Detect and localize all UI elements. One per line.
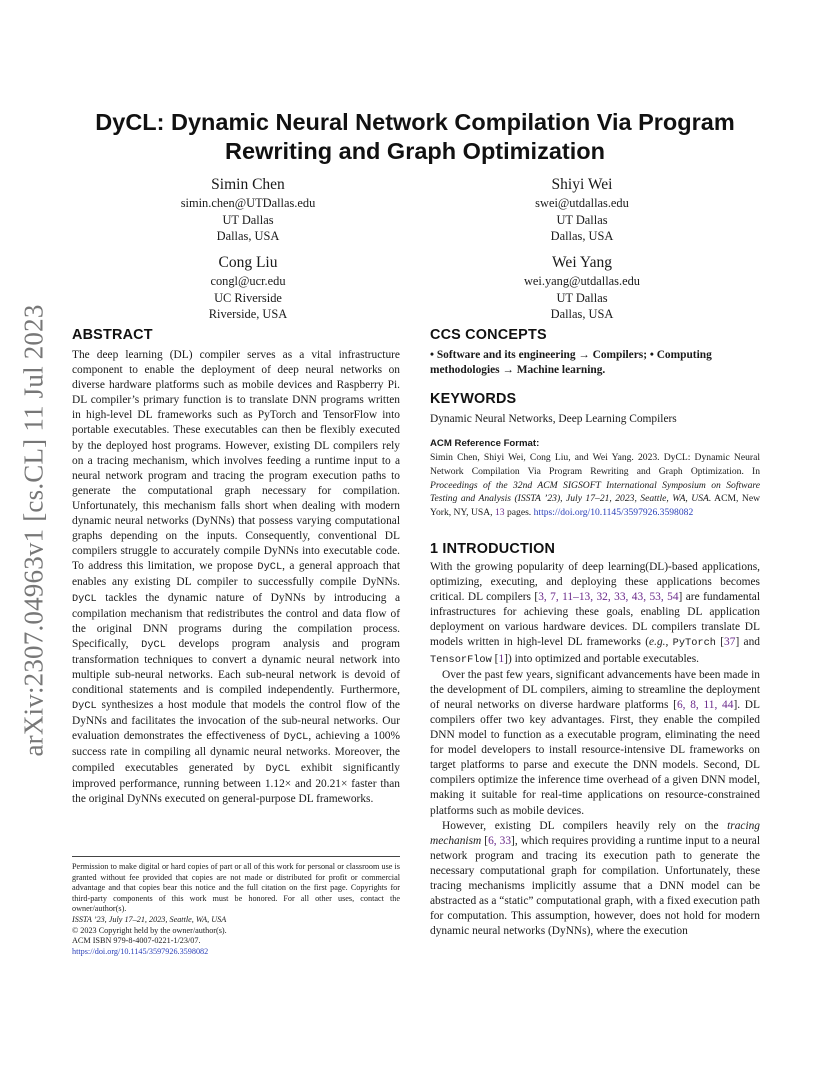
acm-ref-heading: ACM Reference Format: <box>430 438 540 449</box>
citation-link[interactable]: 6, 33 <box>488 834 512 847</box>
author-block-1: Simin Chen simin.chen@UTDallas.edu UT Dallas Dallas, USA <box>148 175 348 245</box>
citation-link[interactable]: 6, 8, 11, 44 <box>676 698 734 711</box>
permission-footnote: Permission to make digital or hard copies of part or all of this work for personal or classroom use is granted without fee provided that copies are not made or distributed for profit or commercial advantage and that copies bear this notice and the full citation on the first page. Copyrights for third-party components of this work must be honored. For all other uses, contact the owner/author(s). ISSTA ’23, July 17–21, 2023, Seattle, WA, USA © 2023 Copyright held by the owner/author(s). ACM ISBN 979-8-4007-0221-1/23/07. https://doi.org/10.1145/3597926.3598082 <box>72 862 400 956</box>
arxiv-side-stamp: arXiv:2307.04963v1 [cs.CL] 11 Jul 2023 <box>18 303 49 757</box>
keywords-text: Dynamic Neural Networks, Deep Learning Compilers <box>430 413 677 425</box>
author-email[interactable]: swei@utdallas.edu <box>535 196 629 210</box>
citation-link[interactable]: 3, 7, 11–13, 32, 33, 43, 53, 54 <box>538 591 679 604</box>
ccs-concepts: • Software and its engineering → Compilers; • Computing methodologies → Machine learning. <box>430 349 712 377</box>
author-block-4: Wei Yang wei.yang@utdallas.edu UT Dallas Dallas, USA <box>482 253 682 323</box>
footnote-rule <box>72 856 400 857</box>
author-block-2: Shiyi Wei swei@utdallas.edu UT Dallas Dallas, USA <box>482 175 682 245</box>
citation-link[interactable]: 1 <box>498 652 505 665</box>
acm-ref-text: Simin Chen, Shiyi Wei, Cong Liu, and Wei Yang. 2023. DyCL: Dynamic Neural Network Compilation Via Program Rewriting and Graph Optimization. In Proceedings of the 32nd ACM SIGSOFT International Symposium on Software Testing and Analysis (ISSTA ’23), July 17–21, 2023, Seattle, WA, USA. ACM, New York, NY, USA, 13 pages. https://doi.org/10.1145/3597926.3598082 <box>430 452 761 519</box>
intro-heading: 1 INTRODUCTION <box>430 541 556 557</box>
author-email[interactable]: wei.yang@utdallas.edu <box>523 274 640 288</box>
author-block-3: Cong Liu congl@ucr.edu UC Riverside Riverside, USA <box>148 253 348 323</box>
intro-body: With the growing popularity of deep learning(DL)-based applications, optimizing, executing, and deploying these applications becomes critical. DL compilers [3, 7, 11–13, 32, 33, 43, 53, 54] are fundamental infrastructures for achieving these goals, enabling DL application deployment on various hardware devices. DL compilers translate DL models written in high-level DL frameworks (e.g., PyTorch [37] and TensorFlow [1]) into optimized and portable executables. Over the past few years, significant advancements have been made in the development of DL compilers, aiming to streamline the deployment of neural networks on diverse hardware platforms [6, 8, 11, 44]. DL compilers offer two key advantages. First, they enable the compiled DNN model to function as a executable program, eliminating the need for model developers to install resource-intensive DL frameworks on target platforms to parse and execute the DNN models. Second, DL compilers optimize the inference time overhead of a given DNN model, making it suitable for real-time applications on resource-constrained platforms such as mobile devices. However, existing DL compilers heavily rely on the tracing mechanism [6, 33], which requires providing a runtime input to a neural network program and tracing its execution path to generate the necessary computational graph for compilation. Unfortunately, these tracing mechanisms implicitly assume that a DNN model can be abstracted as a “static” computational graph, with a fixed execution path for computation. This assumption, however, does not hold for modern dynamic neural networks (DyNNs), where the execution <box>430 561 761 938</box>
paper-title: DyCL: Dynamic Neural Network Compilation Via Program Rewriting and Graph Optimization <box>95 109 735 164</box>
author-email[interactable]: congl@ucr.edu <box>210 274 286 288</box>
abstract-heading: ABSTRACT <box>72 327 153 343</box>
author-email[interactable]: simin.chen@UTDallas.edu <box>180 196 316 210</box>
citation-link[interactable]: 37 <box>724 636 736 649</box>
keywords-heading: KEYWORDS <box>430 391 517 407</box>
ccs-heading: CCS CONCEPTS <box>430 327 547 343</box>
footnote-doi-link[interactable]: https://doi.org/10.1145/3597926.3598082 <box>72 946 209 956</box>
acm-ref-doi-link[interactable]: https://doi.org/10.1145/3597926.3598082 <box>533 507 694 519</box>
pages-link[interactable]: 13 <box>494 507 505 519</box>
abstract-body: The deep learning (DL) compiler serves as a vital infrastructure component to enable the deployment of deep neural networks on diverse hardware platforms such as mobile devices and Raspberry Pi. DL compiler’s primary function is to translate DNN programs written in high-level DL frameworks such as PyTorch and TensorFlow into portable executables. These executables can then be flexibly executed by the deployed host programs. However, existing DL compilers rely on a tracing mechanism, which involves feeding a runtime input to a neural network program and tracing the program execution paths to generate the computational graph necessary for compilation. Unfortunately, this mechanism falls short when dealing with modern dynamic neural networks (DyNNs) that possess varying computational graphs depending on the inputs. Consequently, conventional DL compilers struggle to accurately compile DyNNs into executable code. To address this limitation, we propose DyCL, a general approach that enables any existing DL compiler to successfully compile DyNNs. DyCL tackles the dynamic nature of DyNNs by introducing a compilation mechanism that redistributes the control and data flow of the original DNN programs during the compilation process. Specifically, DyCL develops program analysis and program transformation techniques to convert a dynamic neural network into multiple sub-neural networks. Each sub-neural network is devoid of conditional statements and is compiled independently. Furthermore, DyCL synthesizes a host module that models the control flow of the DyNNs and facilitates the invocation of the sub-neural networks. Our evaluation demonstrates the effectiveness of DyCL, achieving a 100% success rate in compiling all dynamic neural networks. Moreover, the compiled executables generated by DyCL exhibit significantly improved performance, running between 1.12× and 20.21× faster than the original DyNNs executed on general-purpose DL frameworks. <box>72 349 401 805</box>
